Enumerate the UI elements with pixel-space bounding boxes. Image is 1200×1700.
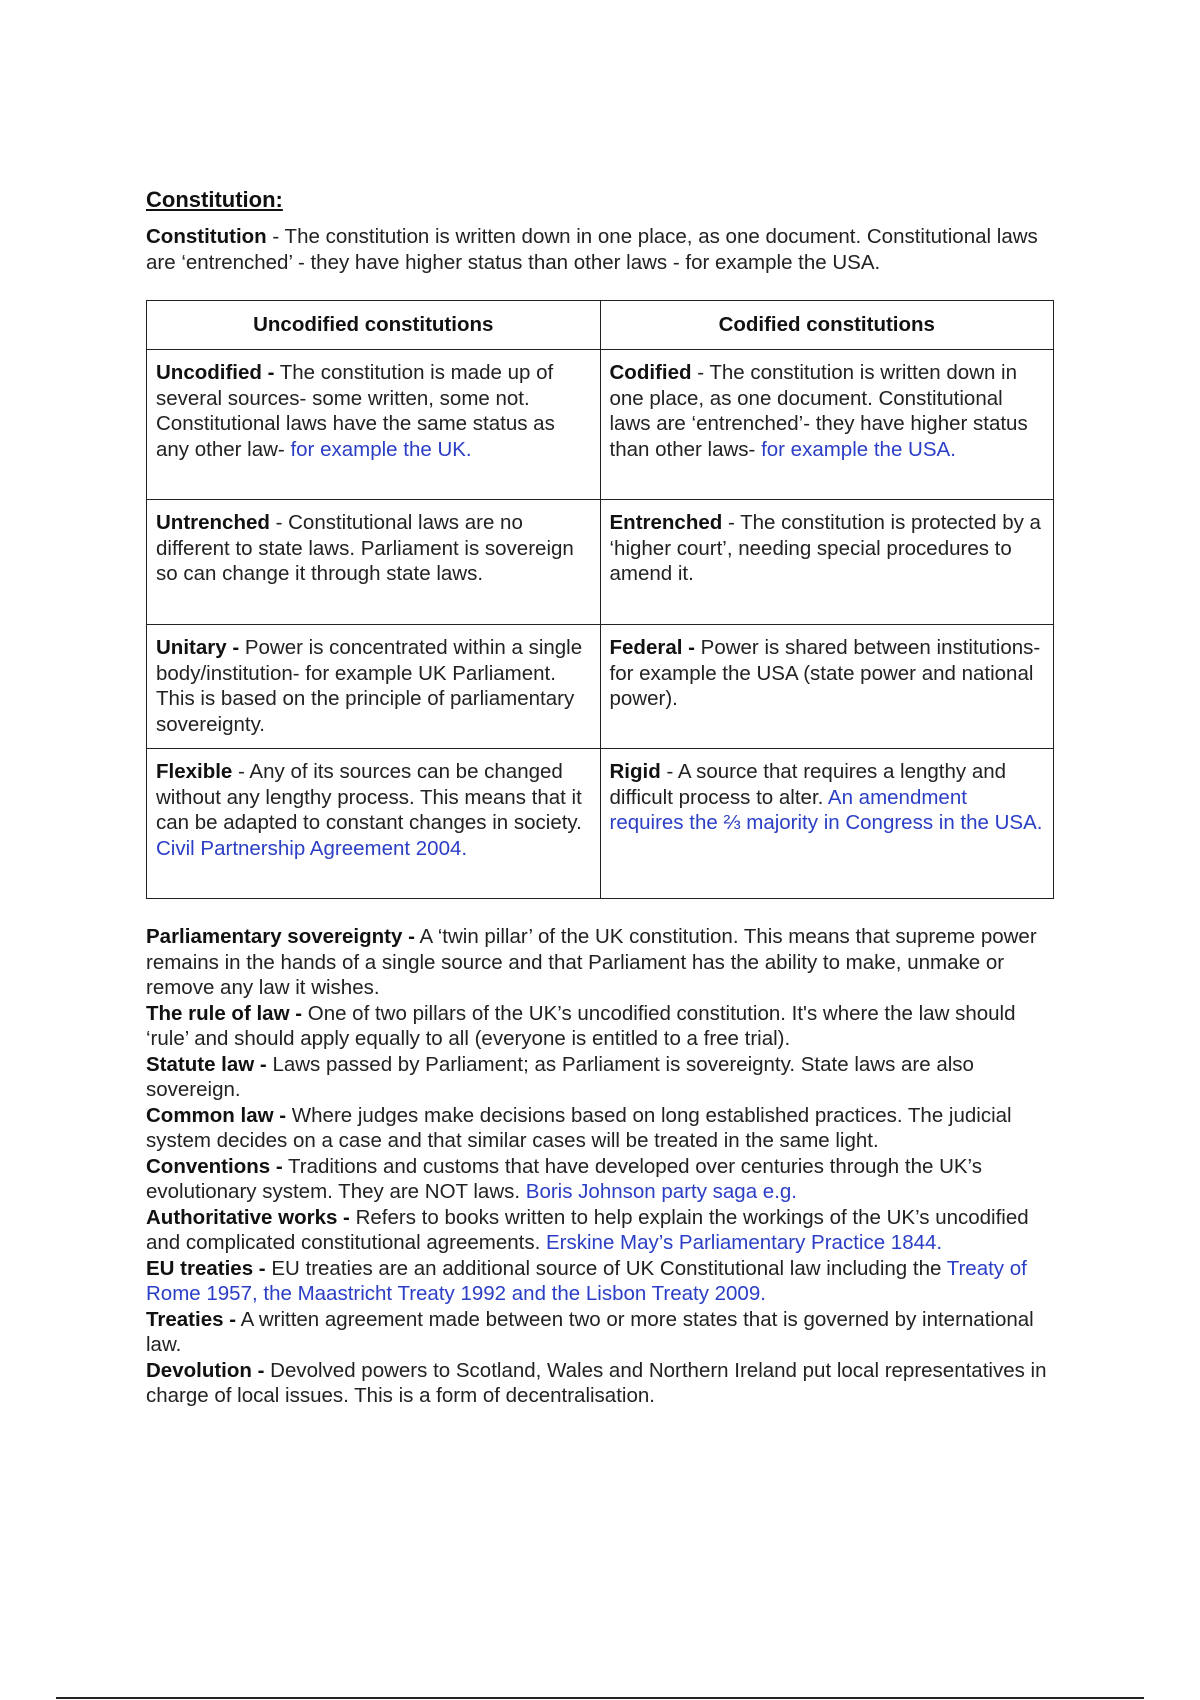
cell-text: Power is concentrated within a single body/institution- for example UK Parliament. This is based on the principle of parliamentary sovereignty. — [156, 636, 583, 736]
comparison-table — [146, 300, 1054, 899]
definition-text: Traditions and customs that have developed over centuries through the UK’s evolutionary system. They are NOT laws. — [146, 1154, 982, 1203]
definition-term: Authoritative works - — [146, 1205, 350, 1229]
intro-term: Constitution — [146, 225, 267, 248]
definition-text: Where judges make decisions based on long established practices. The judicial system decides on a case and that similar cases will be treated in the same light. — [146, 1103, 1012, 1152]
table-row — [147, 625, 1054, 749]
definition-item — [146, 1307, 1056, 1358]
cell-example: Civil Partnership Agreement 2004. — [156, 836, 468, 860]
table-header-row — [147, 301, 1054, 350]
cell-term: Federal - — [609, 636, 695, 659]
intro-text: - The constitution is written down in one place, as one document. Constitutional laws are ‘entrenched’ - they have higher status than other laws - for example the USA. — [146, 225, 1038, 274]
cell-term: Flexible — [156, 760, 233, 783]
header-uncodified: Uncodified constitutions — [147, 301, 601, 350]
definition-text: Refers to books written to help explain the workings of the UK’s uncodified and complicated constitutional agreements. — [146, 1205, 1029, 1254]
table-row — [147, 749, 1054, 899]
table-row — [147, 500, 1054, 625]
cell-term: Unitary - — [156, 636, 240, 659]
header-codified: Codified constitutions — [600, 301, 1054, 350]
definition-term: Treaties - — [146, 1307, 237, 1331]
definition-term: Common law - — [146, 1103, 287, 1127]
cell-entrenched — [600, 500, 1054, 625]
document-page — [146, 186, 1056, 1409]
definition-text: Laws passed by Parliament; as Parliament is sovereignty. State laws are also sovereign. — [146, 1052, 974, 1101]
definition-text: EU treaties are an additional source of UK Constitutional law including the — [265, 1256, 947, 1280]
cell-uncodified — [147, 350, 601, 500]
definition-term: Parliamentary sovereignty - — [146, 925, 415, 948]
cell-untrenched — [147, 500, 601, 625]
cell-term: Rigid — [609, 760, 661, 783]
table-row — [147, 350, 1054, 500]
cell-term: Codified — [609, 361, 692, 384]
definitions-list — [146, 924, 1056, 1409]
definition-item — [146, 1001, 1056, 1052]
cell-term: Entrenched — [609, 511, 723, 534]
intro-paragraph — [146, 224, 1056, 275]
page-title: Constitution: — [146, 187, 283, 212]
cell-text: - Any of its sources can be changed without any lengthy process. This means that it can be adapted to constant changes in society. — [156, 760, 582, 834]
definition-term: The rule of law - — [146, 1001, 303, 1025]
definition-text: One of two pillars of the UK’s uncodified constitution. It's where the law should ‘rule’ and should apply equally to all (everyone is entitled to a free trial). — [146, 1001, 1016, 1050]
definition-term: Statute law - — [146, 1052, 267, 1076]
cell-flexible — [147, 749, 601, 899]
cell-unitary — [147, 625, 601, 749]
cell-text: - The constitution is protected by a ‘higher court’, needing special procedures to amend it. — [609, 511, 1041, 585]
definition-item — [146, 1052, 1056, 1103]
definition-item — [146, 1205, 1056, 1256]
definition-item — [146, 1154, 1056, 1205]
definition-text: A written agreement made between two or more states that is governed by international law. — [146, 1307, 1034, 1356]
cell-text: - The constitution is written down in one place, as one document. Constitutional laws are ‘entrenched’- they have higher status than other laws- — [609, 361, 1028, 461]
cell-text: - Constitutional laws are no different to state laws. Parliament is sovereign so can change it through state laws. — [156, 511, 574, 585]
definition-item — [146, 924, 1056, 1001]
cell-example: An amendment requires the ⅔ majority in Congress in the USA. — [609, 785, 1043, 834]
definition-text: Devolved powers to Scotland, Wales and Northern Ireland put local representatives in charge of local issues. This is a form of decentralisation. — [146, 1358, 1047, 1407]
definition-example: Boris Johnson party saga e.g. — [525, 1180, 797, 1203]
footer-divider — [56, 1697, 1144, 1699]
cell-text: - A source that requires a lengthy and difficult process to alter. — [609, 760, 1007, 809]
definition-term: Conventions - — [146, 1154, 283, 1178]
cell-text: The constitution is made up of several sources- some written, some not. Constitutional laws have the same status as any other law- — [156, 361, 555, 461]
cell-text: Power is shared between institutions- for example the USA (state power and national power). — [609, 636, 1041, 710]
definition-term: EU treaties - — [146, 1256, 266, 1280]
definition-item — [146, 1358, 1056, 1409]
definition-example: Erskine May’s Parliamentary Practice 1844. — [545, 1231, 943, 1254]
cell-rigid — [600, 749, 1054, 899]
cell-term: Uncodified - — [156, 361, 275, 384]
definition-item — [146, 1103, 1056, 1154]
definition-example: Treaty of Rome 1957, the Maastricht Treaty 1992 and the Lisbon Treaty 2009. — [146, 1256, 1027, 1305]
cell-example: for example the UK. — [290, 437, 472, 461]
definition-item — [146, 1256, 1056, 1307]
definition-term: Devolution - — [146, 1358, 265, 1382]
cell-term: Untrenched — [156, 511, 270, 534]
cell-federal — [600, 625, 1054, 749]
cell-example: for example the USA. — [761, 437, 956, 461]
definition-text: A ‘twin pillar’ of the UK constitution. This means that supreme power remains in the hands of a single source and that Parliament has the ability to make, unmake or remove any law it wishes. — [146, 925, 1037, 999]
cell-codified — [600, 350, 1054, 500]
